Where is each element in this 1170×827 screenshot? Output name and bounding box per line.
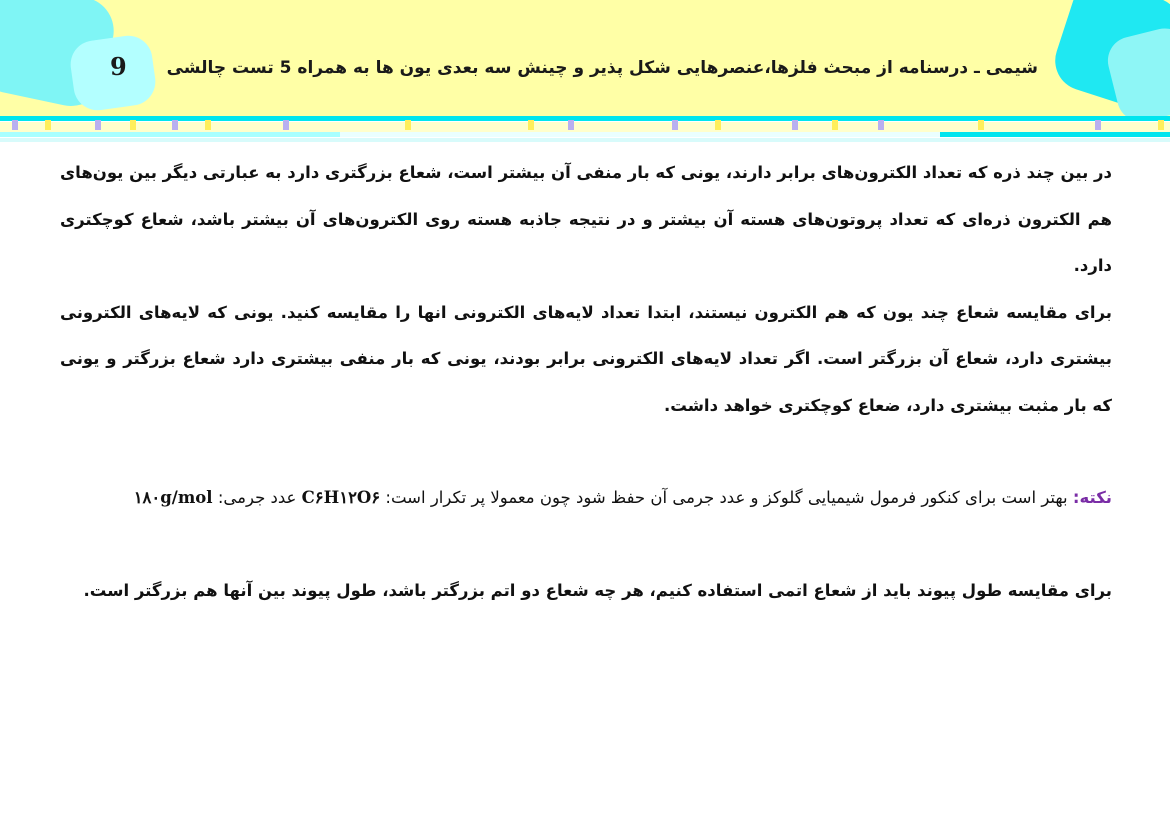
- header-title: شیمی ـ درسنامه از مبحث فلزها،عنصرهایی شکل پذیر و چینش سه بعدی یون ها به همراه 5 تست چالشی: [166, 58, 1038, 78]
- note-glucose: [60, 475, 1112, 522]
- glucose-formula: C۶H۱۲O۶: [301, 488, 381, 507]
- lesson-content: [60, 150, 1112, 614]
- mass-label: عدد جرمی:: [212, 488, 302, 507]
- page-header: [0, 0, 1170, 116]
- note-text: بهتر است برای کنکور فرمول شیمیایی گلوکز و عدد جرمی آن حفظ شود چون معمولا پر تکرار است:: [380, 488, 1073, 507]
- paragraph-bond-length: برای مقایسه طول پیوند باید از شعاع اتمی استفاده کنیم، هر چه شعاع دو اتم بزرگتر باشد، طول پیوند بین آنها هم بزرگتر است.: [83, 580, 1112, 600]
- note-label: نکته:: [1072, 488, 1112, 507]
- decorative-stripes: [0, 116, 1170, 144]
- page-number: 9: [110, 52, 127, 81]
- molar-mass-value: ۱۸۰g/mol: [133, 488, 213, 507]
- paragraph-isoelectronic-radius: در بین چند ذره که تعداد الکترون‌های برابر دارند، یونی که بار منفی آن بیشتر است، شعاع بزرگتری دارد به عبارتی دیگر بین یون‌های هم الکترون ذره‌ای که تعداد پروتون‌های هسته آن بیشتر و در نتیجه جاذبه هسته روی الکترون‌های آن بیشتر باشد، شعاع کوچکتری دارد.: [60, 163, 1112, 275]
- paragraph-ion-radius-comparison: برای مقایسه شعاع چند یون که هم الکترون نیستند، ابتدا تعداد لایه‌های الکترونی انها را مقایسه کنید. یونی که لایه‌های الکترونی بیشتری دارد، شعاع آن بزرگتر است. اگر تعداد لایه‌های الکترونی برابر بودند، یونی که بار منفی بیشتری دارد شعاع بزرگتر و یونی که بار مثبت بیشتری دارد، ضعاع کوچکتری خواهد داشت.: [60, 302, 1112, 415]
